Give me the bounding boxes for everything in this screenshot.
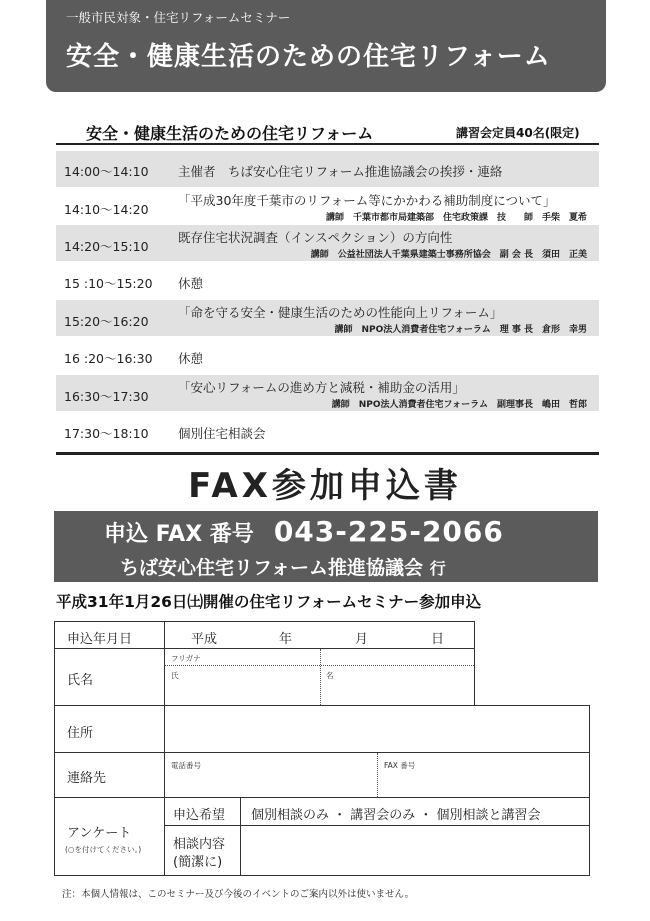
survey-label: アンケート	[67, 826, 132, 841]
fax-field-label: FAX 番号	[384, 761, 416, 770]
name-divider	[320, 649, 321, 705]
date-year: 年	[279, 632, 293, 647]
consult-label-2: (簡潔に)	[173, 855, 223, 870]
fax-number: 043-225-2066	[273, 515, 504, 548]
schedule-lecturer: 講師 公益社団法人千葉県建築士事務所協会 副 会 長 須田 正美	[310, 250, 587, 260]
wish-label: 申込希望	[173, 808, 226, 823]
schedule-desc: 個別住宅相談会	[178, 426, 266, 441]
consult-label-1: 相談内容	[173, 837, 226, 852]
fax-number-label: 申込 FAX 番号	[104, 522, 254, 547]
fax-addressee-suffix: 行	[429, 559, 446, 578]
schedule-row	[56, 151, 599, 187]
given-name-label: 名	[326, 671, 334, 680]
schedule-desc: 休憩	[178, 276, 204, 291]
schedule-lecturer: 講師 千葉市都市局建築部 住宅政策課 技 師 手柴 夏希	[325, 213, 587, 223]
header-banner	[46, 0, 606, 92]
date-label: 申込年月日	[67, 632, 133, 647]
phone-label: 電話番号	[171, 761, 201, 770]
contact-label: 連絡先	[67, 771, 107, 786]
schedule-desc: 「命を守る安全・健康生活のための性能向上リフォーム」	[178, 305, 503, 320]
program-capacity: 講習会定員40名(限定)	[456, 126, 580, 140]
contact-label-cell	[54, 752, 165, 798]
schedule-time: 14:10〜14:20	[64, 202, 149, 217]
date-day: 日	[431, 632, 445, 647]
consult-input[interactable]	[240, 825, 590, 876]
schedule-desc: 「安心リフォームの進め方と減税・補助金の活用」	[178, 380, 465, 395]
date-label-cell	[54, 621, 165, 649]
schedule-row	[56, 188, 599, 224]
survey-note: (○を付けてください。)	[65, 845, 142, 854]
name-input-cell[interactable]	[164, 648, 475, 706]
schedule-row	[56, 337, 599, 374]
name-label-cell	[54, 648, 165, 706]
program-rule	[56, 143, 599, 145]
event-line: 平成31年1月26日㈯開催の住宅リフォームセミナー参加申込	[56, 593, 482, 611]
contact-input-cell[interactable]	[164, 752, 590, 798]
schedule-time: 14:00〜14:10	[64, 164, 149, 179]
date-input-cell[interactable]	[164, 621, 475, 649]
fax-banner	[54, 511, 598, 582]
program-title: 安全・健康生活のための住宅リフォーム	[86, 124, 374, 143]
schedule-time: 14:20〜15:10	[64, 239, 149, 254]
schedule-desc: 「平成30年度千葉市のリフォーム等にかかわる補助制度について」	[178, 193, 556, 208]
address-input[interactable]	[164, 705, 590, 753]
consult-label-cell	[164, 825, 241, 876]
family-name-label: 氏	[171, 671, 179, 680]
schedule-desc: 既存住宅状況調査（インスペクション）の方向性	[178, 230, 453, 245]
schedule-row	[56, 300, 599, 336]
wish-label-cell	[164, 797, 241, 826]
name-label: 氏名	[67, 673, 94, 688]
schedule-time: 15 :10〜15:20	[64, 276, 153, 291]
schedule-row	[56, 375, 599, 411]
section-divider	[56, 452, 599, 455]
schedule-lecturer: 講師 NPO法人消費者住宅フォーラム 副理事長 嶋田 哲郎	[331, 400, 587, 410]
schedule-lecturer: 講師 NPO法人消費者住宅フォーラム 理 事 長 倉形 幸男	[334, 325, 587, 335]
schedule-time: 15:20〜16:20	[64, 314, 149, 329]
schedule-row	[56, 262, 599, 299]
schedule-desc: 休憩	[178, 351, 204, 366]
date-era: 平成	[191, 632, 218, 647]
schedule-row	[56, 412, 599, 450]
address-label-cell	[54, 705, 165, 753]
survey-label-cell	[54, 797, 165, 876]
wish-options-cell[interactable]	[240, 797, 590, 826]
date-month: 月	[355, 632, 369, 647]
schedule-time: 16:30〜17:30	[64, 389, 149, 404]
footnote: 注：本個人情報は、このセミナー及び今後のイベントのご案内以外は使いません。	[62, 889, 415, 900]
schedule-desc: 主催者 ちば安心住宅リフォーム推進協議会の挨拶・連絡	[178, 164, 503, 179]
fax-form-title: FAX参加申込書	[188, 466, 462, 506]
header-title: 安全・健康生活のための住宅リフォーム	[66, 42, 551, 72]
schedule-time: 17:30〜18:10	[64, 426, 149, 441]
schedule-row	[56, 225, 599, 261]
fax-addressee: ちば安心住宅リフォーム推進協議会	[120, 557, 424, 579]
address-label: 住所	[67, 726, 94, 741]
wish-options: 個別相談のみ ・ 講習会のみ ・ 個別相談と講習会	[251, 808, 541, 823]
header-subtitle: 一般市民対象・住宅リフォームセミナー	[66, 10, 291, 25]
schedule-time: 16 :20〜16:30	[64, 351, 153, 366]
contact-divider	[377, 753, 378, 797]
furigana-label: フリガナ	[171, 654, 201, 663]
